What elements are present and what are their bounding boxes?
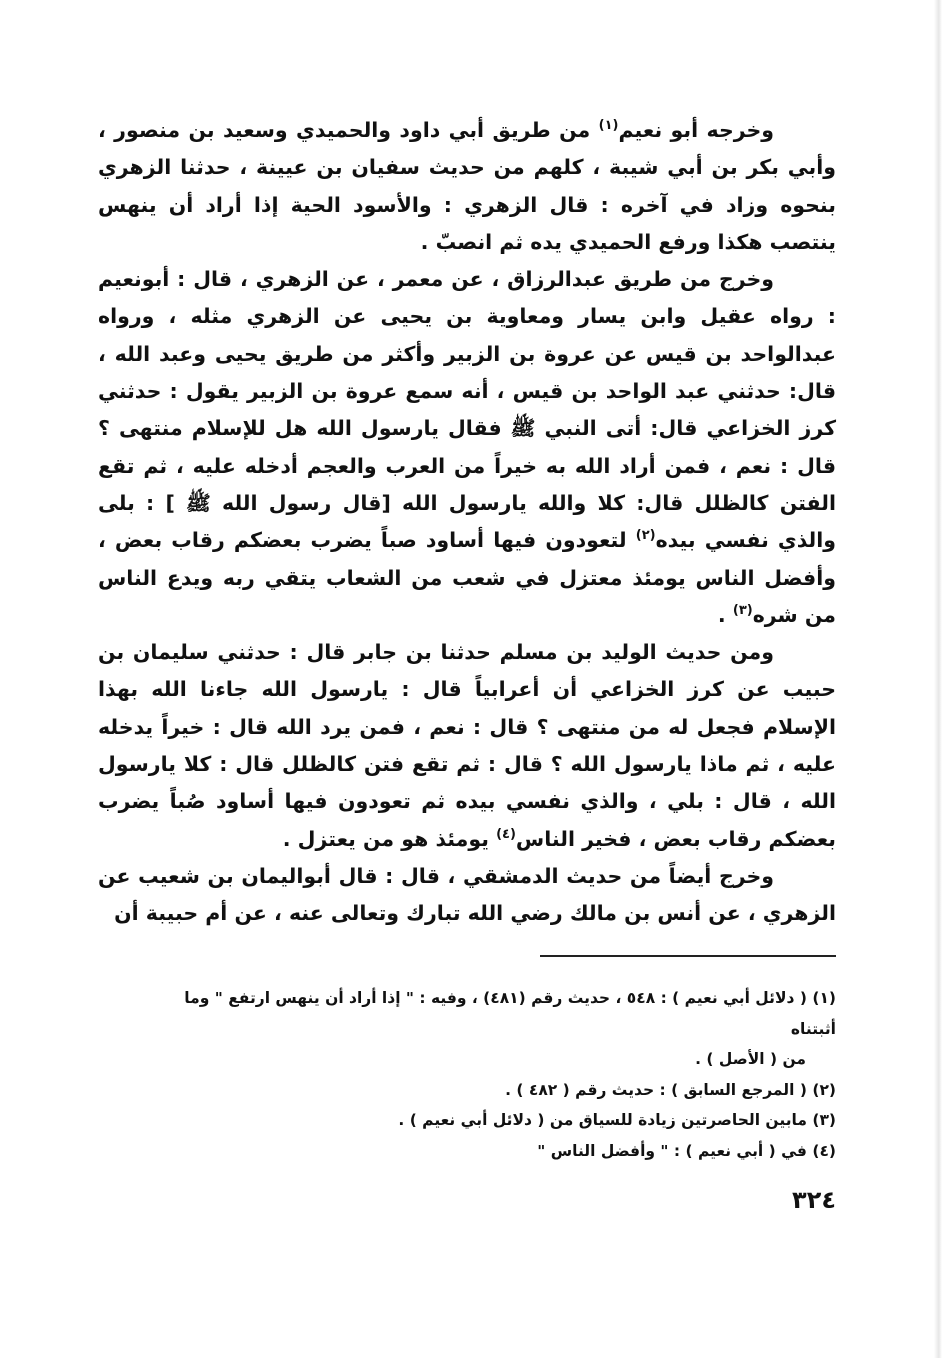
paragraph: ومن حديث الوليد بن مسلم حدثنا بن جابر قال : حدثني سليمان بن حبيب عن كرز الخزاعي أن أعرابياً قال : يارسول الله جاءنا الله بهذا الإسلام فجعل له من منتهى ؟ قال : نعم ، فمن يرد الله قال : خيراً يدخله عليه ، ثم ماذا يارسول الله ؟ قال : ثم تقع فتن كالظلل قال : كلا يارسول الله ، قال : بلي ، والذي نفسي بيده ثم تعودون فيها أساود صُباً يضرب بعضكم رقاب بعض ، فخير الناس$^{(٤)}$ يومئذ هو من يعتزل . <box>98 640 836 851</box>
footnote-separator <box>540 955 836 957</box>
footnote-number: (١) <box>812 989 836 1007</box>
footnote-ref: (١) <box>598 118 619 134</box>
page-number: ٣٢٤ <box>792 1186 836 1214</box>
footnote-text: في ( أبي نعيم ) : " وأفضل الناس " <box>537 1141 807 1160</box>
footnote-ref: (٣) <box>732 603 753 619</box>
page-edge-shadow <box>934 0 942 1358</box>
footnote <box>150 1105 836 1136</box>
footnote-number: (٢) <box>812 1080 836 1099</box>
footnote-text: مابين الحاصرتين زيادة للسياق من ( دلائل أبي نعيم ) . <box>398 1111 807 1129</box>
main-text <box>98 112 836 933</box>
footnote <box>150 983 836 1075</box>
footnotes <box>150 983 836 1166</box>
footnote <box>150 1136 836 1167</box>
footnote-number: (٤) <box>812 1141 836 1160</box>
paragraph: وخرجه أبو نعيم$^{(١)}$ من طريق أبي داود والحميدي وسعيد بن منصور ، وأبي بكر بن أبي شيبة ، كلهم من حديث سفيان بن عيينة ، حدثنا الزهري بنحوه وزاد في آخره : قال الزهري : والأسود الحية إذا أراد أن ينهس ينتصب هكذا ورفع الحميدي يده ثم انصبّ . <box>98 118 836 254</box>
paragraph: وخرج أيضاً من حديث الدمشقي ، قال : قال أبواليمان بن شعيب عن الزهري ، عن أنس بن مالك رضي الله تبارك وتعالى عنه ، عن أم حبيبة أن <box>98 863 836 926</box>
footnote-text: ( المرجع السابق ) : حديث رقم ( ٤٨٢ ) . <box>505 1080 807 1099</box>
footnote-number: (٣) <box>812 1111 836 1129</box>
footnote-ref: (٤) <box>496 826 516 842</box>
footnote-text: ( دلائل أبي نعيم ) : ٥٤٨ ، حديث رقم (٤٨١) ، وفيه : " إذا أراد أن ينهس ارتفع " وما أثبتناه <box>184 989 836 1038</box>
footnote <box>150 1075 836 1106</box>
paragraph: وخرج من طريق عبدالرزاق ، عن معمر ، عن الزهري ، قال : أبونعيم : رواه عقيل وابن يسار ومعاوية بن يحيى عن الزهري مثله ، ورواه عبدالواحد بن قيس عن عروة بن الزبير وأكثر من طريق يحيى وعبد الله ، قال: حدثني عبد الواحد بن قيس ، أنه سمع عروة بن الزبير يقول : حدثني كرز الخزاعي قال: أتى النبي ﷺ فقال يارسول الله هل للإسلام منتهى ؟ قال : نعم ، فمن أراد الله به خيراً من العرب والعجم أدخله عليه ، ثم تقع الفتن كالظلل قال: كلا والله يارسول الله [قال رسول الله ﷺ ] : بلى والذي نفسي بيده$^{(٢)}$ لتعودون فيها أساود صباً يضرب بعضكم رقاب بعض ، وأفضل الناس يومئذ معتزل في شعب من الشعاب يتقي ربه ويدع الناس من شره$^{(٣)}$ . <box>98 267 836 627</box>
footnote-ref: (٢) <box>635 528 656 544</box>
footnote-text-continued: من ( الأصل ) . <box>695 1050 806 1068</box>
